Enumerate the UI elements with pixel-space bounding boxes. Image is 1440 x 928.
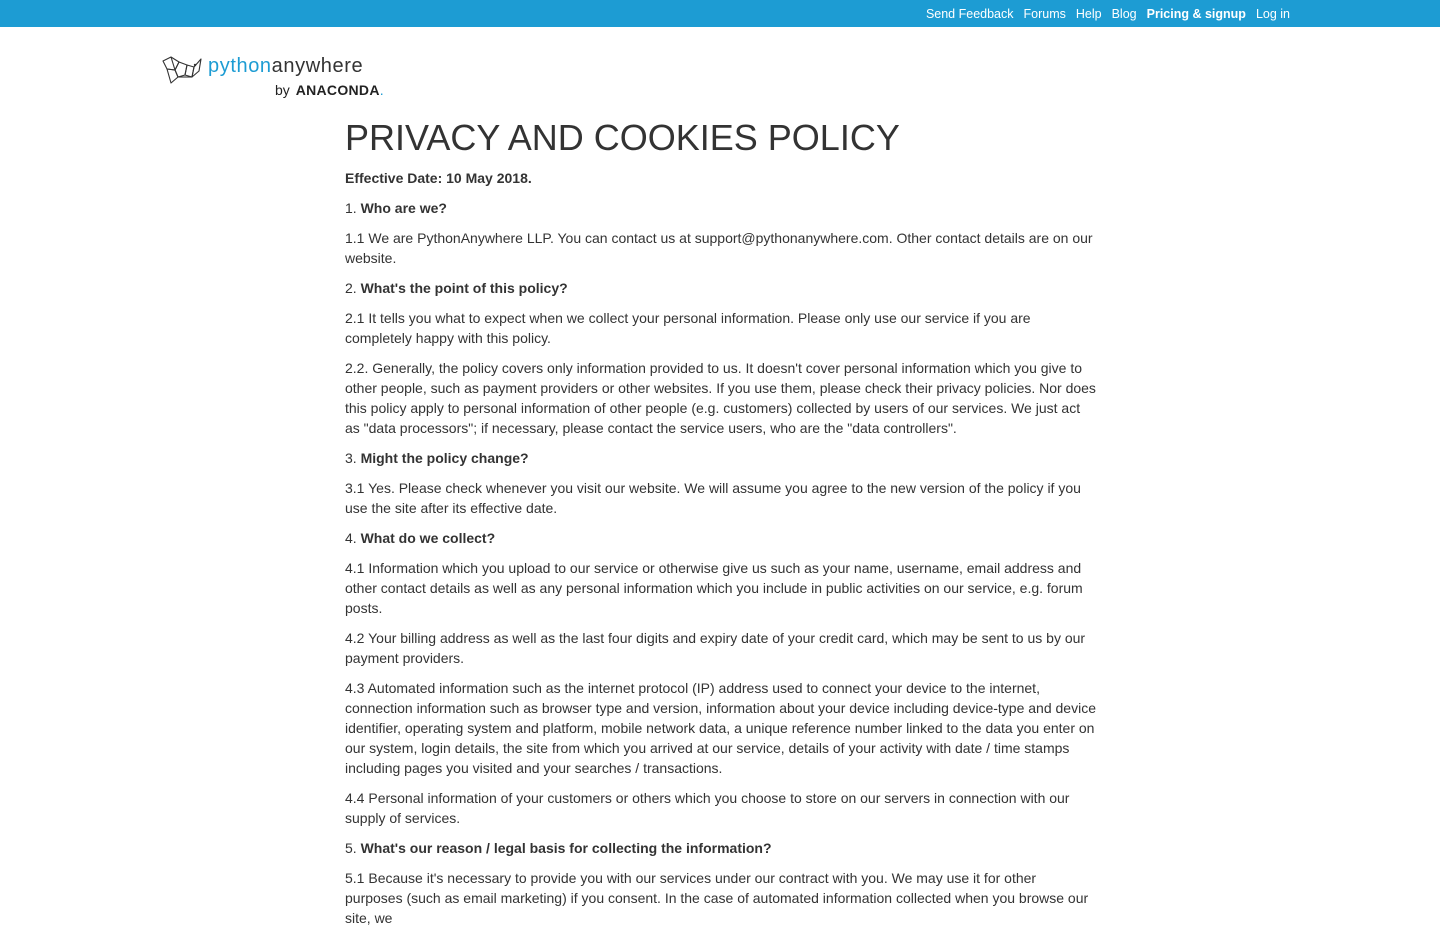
nav-send-feedback[interactable]: Send Feedback xyxy=(925,6,1014,21)
nav-forums[interactable]: Forums xyxy=(1023,6,1066,21)
policy-content xyxy=(345,114,1097,928)
pythonanywhere-logo[interactable] xyxy=(161,53,391,101)
top-nav xyxy=(916,0,1290,27)
nav-help[interactable]: Help xyxy=(1075,6,1102,21)
section-heading: 3. Might the policy change? xyxy=(345,450,529,466)
section-heading: 1. Who are we? xyxy=(345,200,447,216)
effective-date: Effective Date: 10 May 2018. xyxy=(345,170,532,186)
snake-logo-icon xyxy=(161,55,203,85)
logo-byline xyxy=(275,81,384,99)
policy-paragraph: 4.3 Automated information such as the internet protocol (IP) address used to connect your device to the internet, connection information such as browser type and version, information about your device including device-type and device identifier, operating system and platform, mobile network data, a unique reference number linked to the data you enter on our system, login details, the site from which you arrived at our service, details of your activity with date / time stamps including pages you visited and your searches / transactions. xyxy=(345,680,1096,776)
nav-blog[interactable]: Blog xyxy=(1111,6,1137,21)
policy-paragraph: 2.1 It tells you what to expect when we collect your personal information. Please only use our service if you are completely happy with this policy. xyxy=(345,310,1031,346)
policy-paragraph: 4.1 Information which you upload to our service or otherwise give us such as your name, username, email address and other contact details as well as any personal information which you include in public activities on our service, e.g. forum posts. xyxy=(345,560,1083,616)
top-bar xyxy=(0,0,1440,27)
policy-paragraph: 4.4 Personal information of your customers or others which you choose to store on our servers in connection with our supply of services. xyxy=(345,790,1070,826)
logo-python-text: python xyxy=(208,55,272,77)
section-heading: 5. What's our reason / legal basis for collecting the information? xyxy=(345,840,772,856)
nav-pricing-signup[interactable]: Pricing & signup xyxy=(1146,6,1246,21)
logo-anywhere-text: anywhere xyxy=(271,55,364,77)
policy-paragraph: 4.2 Your billing address as well as the last four digits and expiry date of your credit card, which may be sent to us by our payment providers. xyxy=(345,630,1086,666)
logo-brand-text: ANACONDA xyxy=(295,82,380,98)
page-title: PRIVACY AND COOKIES POLICY xyxy=(345,117,900,158)
section-heading: 4. What do we collect? xyxy=(345,530,496,546)
nav-log-in[interactable]: Log in xyxy=(1255,6,1290,21)
logo-brand-dot: . xyxy=(379,82,384,98)
logo-by-text: by xyxy=(275,82,290,98)
policy-paragraph: 2.2. Generally, the policy covers only information provided to us. It doesn't cover personal information which you give to other people, such as payment providers or other websites. If you use them, please check their privacy policies. Nor does this policy apply to personal information of other people (e.g. customers) collected by users of our services. We just act as "data processors"; if necessary, please contact the service users, who are the "data controllers". xyxy=(345,360,1096,436)
policy-paragraph: 5.1 Because it's necessary to provide you with our services under our contract with you. We may use it for other purposes (such as email marketing) if you consent. In the case of automated information collected when you browse our site, we xyxy=(345,870,1089,926)
logo-wordmark xyxy=(208,53,363,79)
policy-paragraph: 3.1 Yes. Please check whenever you visit our website. We will assume you agree to the new version of the policy if you use the site after its effective date. xyxy=(345,480,1081,516)
section-heading: 2. What's the point of this policy? xyxy=(345,280,568,296)
policy-paragraph: 1.1 We are PythonAnywhere LLP. You can contact us at support@pythonanywhere.com. Other contact details are on our website. xyxy=(345,230,1093,266)
